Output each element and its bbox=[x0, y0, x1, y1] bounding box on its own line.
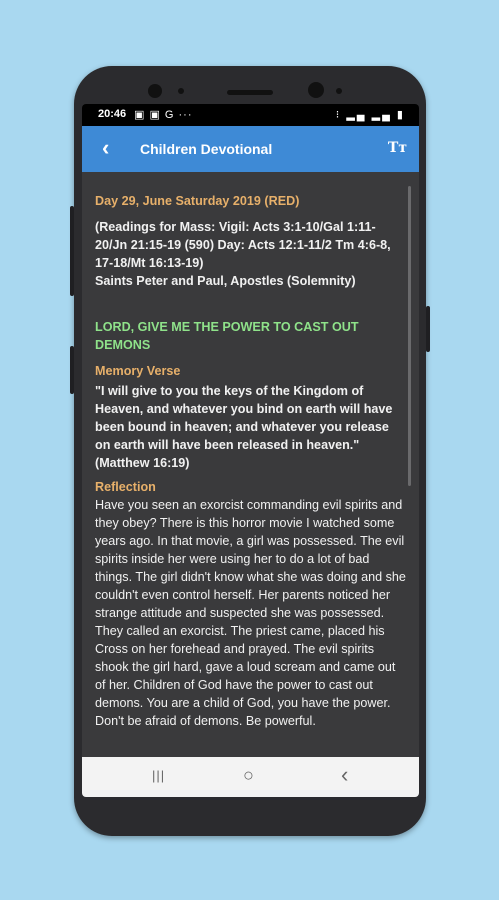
devotional-content[interactable] bbox=[82, 172, 419, 757]
status-time: 20:46 bbox=[98, 108, 127, 120]
system-icons: ⁝ ▂▄ ▂▄ ▮ bbox=[335, 109, 405, 121]
reflection-text: Have you seen an exorcist commanding evil spirits and they obey? There is this horror movie I watched some years ago. In that movie, a girl was possessed. The evil spirits inside her were using her to do a lot of bad things. The girl didn't know what she was doing and she couldn't even control herself. Her parents noticed her strange attitude and suspected she was possessed. They called an exorcist. The priest came, placed his Cross on her forehead and prayed. The evil spirits shook the girl hard, gave a loud scream and came out of her. Children of God have the power to cast out demons. You are a child of God, you have the power. Don't be afraid of demons. Be powerful. bbox=[95, 498, 406, 728]
scrollbar[interactable] bbox=[408, 186, 411, 486]
recents-icon[interactable]: ||| bbox=[152, 768, 166, 783]
memory-verse-title: Memory Verse bbox=[95, 364, 181, 378]
feast-name: Saints Peter and Paul, Apostles (Solemnity) bbox=[95, 274, 356, 288]
devotional-headline: LORD, GIVE ME THE POWER TO CAST OUT DEMONS bbox=[95, 320, 359, 352]
notification-icons: ▣ ▣ G ··· bbox=[134, 109, 193, 121]
devotional-text bbox=[95, 192, 407, 730]
mass-readings: (Readings for Mass: Vigil: Acts 3:1-10/Gal 1:11-20/Jn 21:15-19 (590) Day: Acts 12:1-11/2 Tm 4:6-8, 17-18/Mt 16:13-19) bbox=[95, 220, 391, 270]
status-bar bbox=[82, 104, 419, 126]
app-bar bbox=[82, 126, 419, 172]
memory-verse-text: "I will give to you the keys of the Kingdom of Heaven, and whatever you bind on earth will have been bound in heaven; and whatever you release on earth will have been released in heaven." (Matthew 16:19) bbox=[95, 384, 393, 470]
front-camera bbox=[148, 84, 162, 98]
sensor bbox=[178, 88, 184, 94]
secondary-camera bbox=[308, 82, 324, 98]
back-arrow-icon[interactable]: ‹ bbox=[102, 135, 110, 160]
reflection-title: Reflection bbox=[95, 480, 156, 494]
text-size-icon[interactable]: Tт bbox=[387, 140, 407, 156]
app-title: Children Devotional bbox=[140, 141, 273, 157]
side-key bbox=[70, 346, 74, 394]
power-button bbox=[426, 306, 430, 352]
proximity-sensor bbox=[336, 88, 342, 94]
screen bbox=[82, 104, 419, 797]
nav-back-icon[interactable]: ‹ bbox=[341, 762, 349, 787]
day-heading: Day 29, June Saturday 2019 (RED) bbox=[95, 194, 300, 208]
earpiece-speaker bbox=[227, 90, 273, 95]
volume-button bbox=[70, 206, 74, 296]
home-icon[interactable]: ○ bbox=[243, 765, 254, 785]
navigation-bar bbox=[82, 757, 419, 797]
